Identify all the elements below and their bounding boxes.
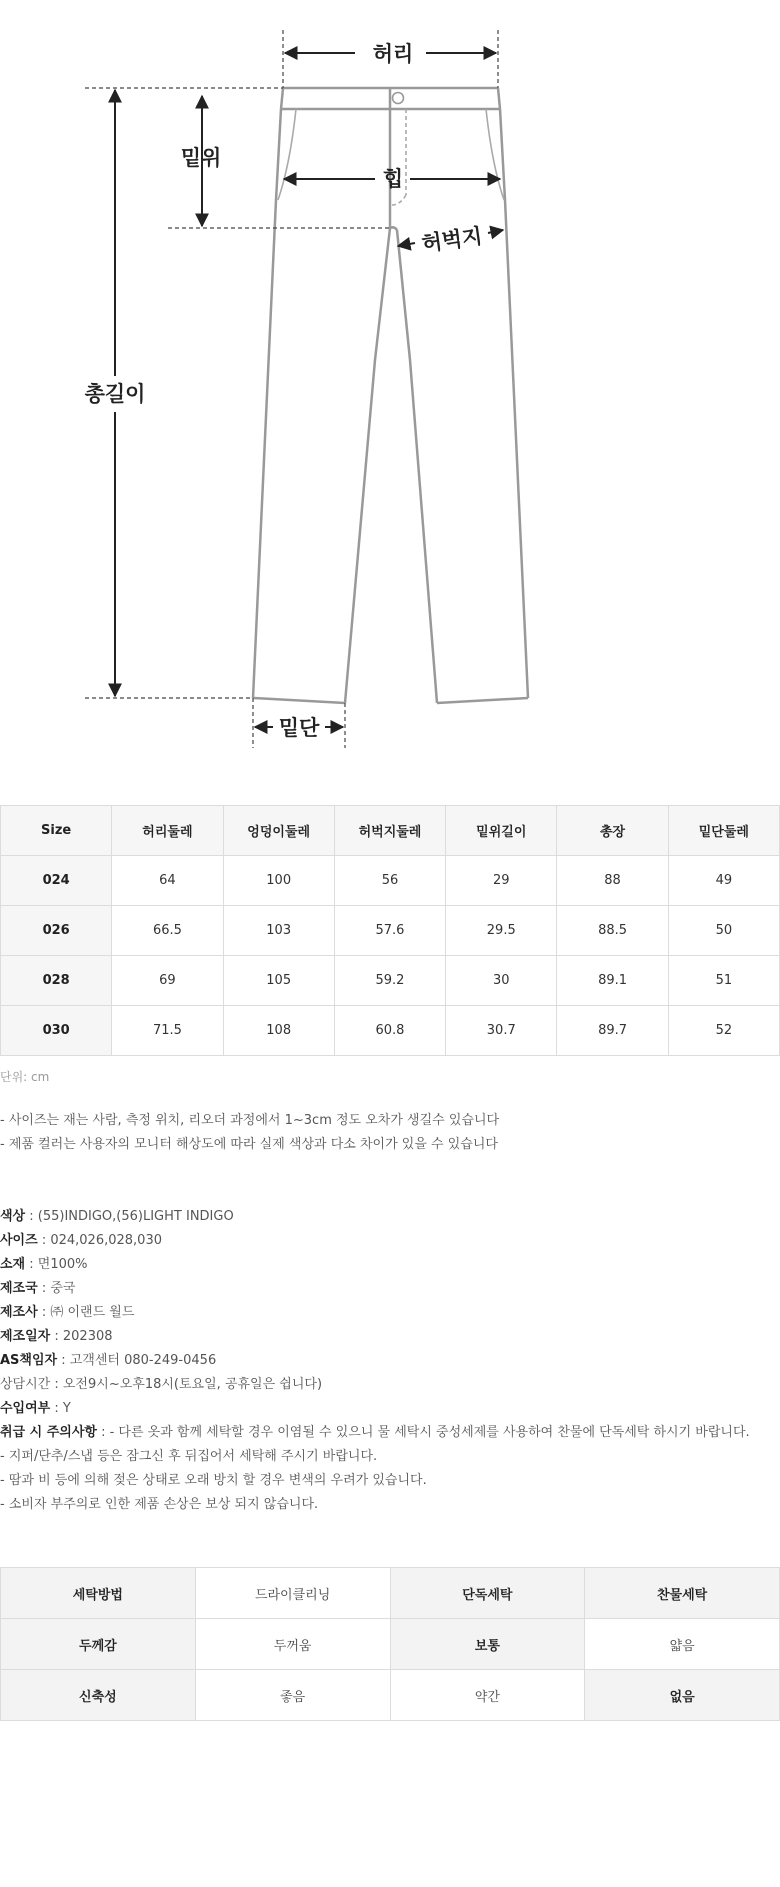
table-cell: 49 (668, 856, 779, 906)
size-header-cell: Size (1, 806, 112, 856)
size-label-cell: 026 (1, 906, 112, 956)
hem-label: 밑단 (278, 716, 320, 740)
info-value: - 땀과 비 등에 의해 젖은 상태로 오래 방치 할 경우 변색의 우려가 있습니다. (0, 1473, 427, 1488)
info-label: 소재 (0, 1257, 26, 1272)
info-label: 수입여부 (0, 1401, 51, 1416)
table-cell: 89.7 (557, 1006, 668, 1056)
button-icon (393, 93, 404, 104)
info-value: : Y (50, 1401, 71, 1416)
care-option: 보통 (390, 1619, 585, 1670)
size-header-cell: 엉덩이둘레 (223, 806, 334, 856)
info-label: 취급 시 주의사항 (0, 1425, 97, 1440)
info-line-color (0, 1205, 780, 1229)
table-row (1, 906, 780, 956)
size-table (0, 805, 780, 1056)
care-option: 없음 (585, 1670, 780, 1721)
table-cell: 71.5 (112, 1006, 223, 1056)
table-cell: 103 (223, 906, 334, 956)
size-label-cell: 030 (1, 1006, 112, 1056)
product-info (0, 1205, 780, 1517)
table-cell: 51 (668, 956, 779, 1006)
info-value: : 면100% (25, 1257, 88, 1272)
info-line-consult-hours (0, 1373, 780, 1397)
guide-lines (85, 30, 498, 748)
care-table (0, 1567, 780, 1721)
hip-label: 힙 (382, 167, 404, 191)
table-row (1, 856, 780, 906)
info-line-size (0, 1229, 780, 1253)
info-value: : 024,026,028,030 (37, 1233, 162, 1248)
size-label-cell: 028 (1, 956, 112, 1006)
measurement-arrows (115, 53, 503, 727)
unit-note: 단위: cm (0, 1070, 50, 1084)
table-cell: 30.7 (446, 1006, 557, 1056)
care-option: 약간 (390, 1670, 585, 1721)
care-option: 찬물세탁 (585, 1568, 780, 1619)
waist-label: 허리 (372, 42, 414, 66)
info-line-care-note (0, 1493, 780, 1517)
table-row (1, 1006, 780, 1056)
size-notice: - 사이즈는 재는 사람, 측정 위치, 리오더 과정에서 1~3cm 정도 오차가 생길수 있습니다 (0, 1113, 500, 1128)
table-row (1, 956, 780, 1006)
info-line-import (0, 1397, 780, 1421)
table-cell: 30 (446, 956, 557, 1006)
table-cell: 88 (557, 856, 668, 906)
table-cell: 52 (668, 1006, 779, 1056)
table-cell: 105 (223, 956, 334, 1006)
table-cell: 50 (668, 906, 779, 956)
care-row-header: 세탁방법 (1, 1568, 196, 1619)
info-label: 색상 (0, 1209, 26, 1224)
info-line-as-contact (0, 1349, 780, 1373)
table-cell: 108 (223, 1006, 334, 1056)
table-cell: 66.5 (112, 906, 223, 956)
info-value: : 202308 (50, 1329, 113, 1344)
info-value: : ㈜ 이랜드 월드 (37, 1305, 135, 1320)
info-value: - 지퍼/단추/스냅 등은 잠그신 후 뒤집어서 세탁해 주시기 바랍니다. (0, 1449, 378, 1464)
table-cell: 57.6 (334, 906, 445, 956)
rise-label: 밑위 (180, 146, 222, 170)
table-cell: 56 (334, 856, 445, 906)
info-label: 제조사 (0, 1305, 38, 1320)
table-cell: 29 (446, 856, 557, 906)
info-line-material (0, 1253, 780, 1277)
info-label: AS책임자 (0, 1353, 58, 1368)
care-row-wash (1, 1568, 780, 1619)
info-label: 사이즈 (0, 1233, 38, 1248)
table-cell: 29.5 (446, 906, 557, 956)
info-value: : (55)INDIGO,(56)LIGHT INDIGO (25, 1209, 234, 1224)
care-row-stretch (1, 1670, 780, 1721)
size-header-cell: 허벅지둘레 (334, 806, 445, 856)
info-value: 상담시간 : 오전9시~오후18시(토요일, 공휴일은 쉽니다) (0, 1377, 323, 1392)
care-row-thickness (1, 1619, 780, 1670)
size-table-header-row (1, 806, 780, 856)
size-header-cell: 밑단둘레 (668, 806, 779, 856)
info-line-manufacturer (0, 1301, 780, 1325)
info-value: : 중국 (37, 1281, 76, 1296)
table-cell: 59.2 (334, 956, 445, 1006)
thigh-label: 허벅지 (420, 223, 484, 257)
table-cell: 89.1 (557, 956, 668, 1006)
info-line-country (0, 1277, 780, 1301)
care-row-header: 신축성 (1, 1670, 196, 1721)
table-cell: 60.8 (334, 1006, 445, 1056)
info-line-care-caution (0, 1421, 780, 1445)
info-line-manufacture-date (0, 1325, 780, 1349)
info-line-care-note (0, 1445, 780, 1469)
table-cell: 100 (223, 856, 334, 906)
care-option: 드라이클리닝 (195, 1568, 390, 1619)
care-option: 단독세탁 (390, 1568, 585, 1619)
info-value: - 소비자 부주의로 인한 제품 손상은 보상 되지 않습니다. (0, 1497, 319, 1512)
pants-measurement-diagram (0, 0, 780, 760)
size-header-cell: 허리둘레 (112, 806, 223, 856)
info-value: : - 다른 옷과 함께 세탁할 경우 이염될 수 있으니 물 세탁시 중성세제를 사용하여 찬물에 단독세탁 하시기 바랍니다. (96, 1425, 750, 1440)
info-label: 제조국 (0, 1281, 38, 1296)
care-row-header: 두께감 (1, 1619, 196, 1670)
info-line-care-note (0, 1469, 780, 1493)
size-label-cell: 024 (1, 856, 112, 906)
care-option: 두꺼움 (195, 1619, 390, 1670)
color-notice: - 제품 컬러는 사용자의 모니터 해상도에 따라 실제 색상과 다소 차이가 있을 수 있습니다 (0, 1137, 498, 1152)
care-option: 얇음 (585, 1619, 780, 1670)
total-length-label: 총길이 (84, 382, 146, 406)
size-header-cell: 밑위길이 (446, 806, 557, 856)
table-cell: 88.5 (557, 906, 668, 956)
size-header-cell: 총장 (557, 806, 668, 856)
info-value: : 고객센터 080-249-0456 (57, 1353, 217, 1368)
table-cell: 64 (112, 856, 223, 906)
table-cell: 69 (112, 956, 223, 1006)
care-option: 좋음 (195, 1670, 390, 1721)
info-label: 제조일자 (0, 1329, 51, 1344)
